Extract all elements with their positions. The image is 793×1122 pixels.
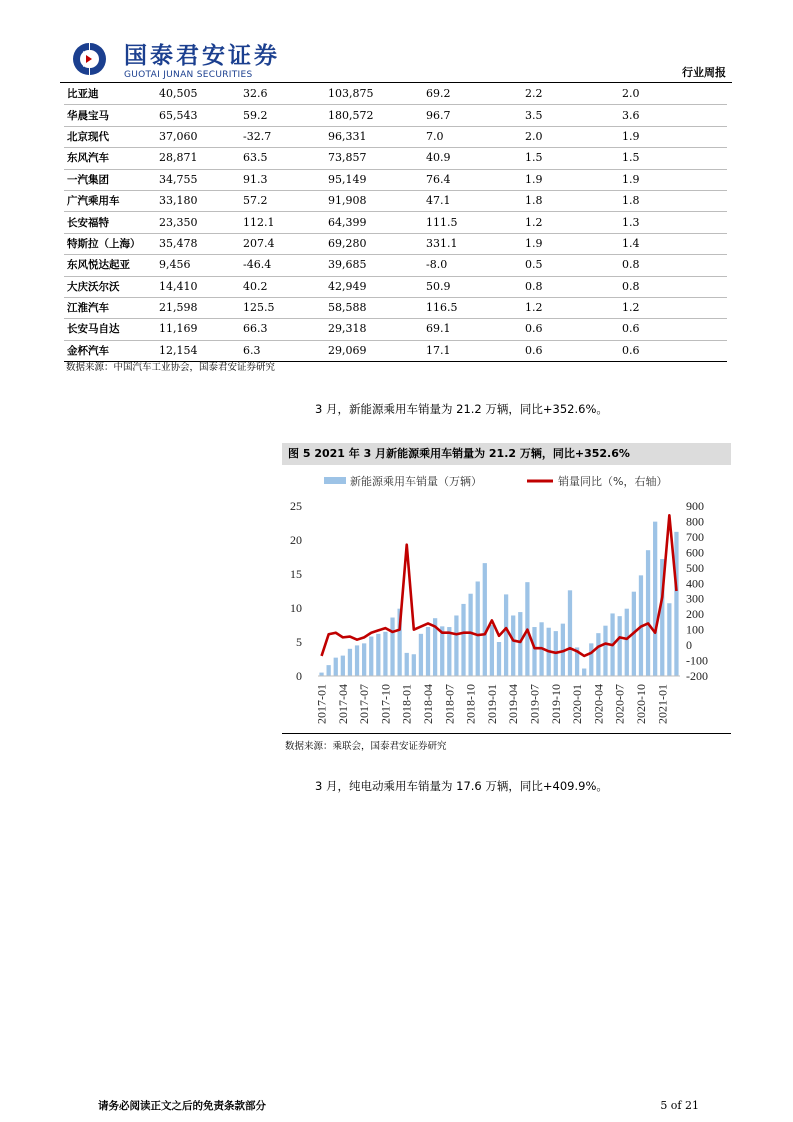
manufacturer-name-cell: 长安马自达 — [64, 319, 159, 340]
manufacturer-name-cell: 长安福特 — [64, 212, 159, 233]
nev-sales-bar — [426, 627, 430, 676]
table-cell: 0.6 — [622, 340, 727, 361]
x-tick-label: 2021-01 — [655, 684, 670, 724]
manufacturer-name-cell: 东风汽车 — [64, 148, 159, 169]
table-cell: 40.9 — [426, 148, 525, 169]
manufacturer-sales-table — [64, 84, 727, 362]
y-left-tick-label: 15 — [290, 567, 302, 581]
table-row — [64, 190, 727, 211]
header-rule — [60, 82, 732, 83]
table-cell: 69.1 — [426, 319, 525, 340]
table-row — [64, 148, 727, 169]
nev-sales-bar — [532, 627, 536, 676]
table-cell: 29,069 — [328, 340, 426, 361]
disclaimer-footer: 请务必阅读正文之后的免责条款部分 — [98, 1100, 266, 1112]
nev-sales-bar — [518, 612, 522, 676]
table-cell: -32.7 — [243, 126, 328, 147]
table-cell: 42,949 — [328, 276, 426, 297]
nev-sales-bar — [618, 616, 622, 676]
company-name-cn: 国泰君安证券 — [124, 43, 280, 69]
table-cell: 2.0 — [622, 84, 727, 105]
nev-sales-bar — [511, 615, 515, 676]
table-cell: 1.9 — [525, 169, 622, 190]
table-row — [64, 212, 727, 233]
table-cell: 1.9 — [525, 233, 622, 254]
table-cell: 35,478 — [159, 233, 243, 254]
nev-sales-bar — [334, 658, 338, 676]
nev-sales-bar — [646, 550, 650, 676]
y-right-tick-label: 200 — [686, 607, 704, 622]
nev-sales-chart — [282, 466, 734, 734]
table-cell: 0.6 — [622, 319, 727, 340]
y-right-tick-label: 400 — [686, 576, 704, 591]
y-left-tick-label: 20 — [290, 533, 302, 547]
table-row — [64, 233, 727, 254]
table-cell: 12,154 — [159, 340, 243, 361]
yoy-growth-line — [322, 515, 677, 656]
nev-sales-bar — [390, 618, 394, 676]
nev-sales-bar — [319, 673, 323, 676]
nev-sales-bar — [476, 581, 480, 676]
table-cell: 7.0 — [426, 126, 525, 147]
figure-title: 图 5 2021 年 3 月新能源乘用车销量为 21.2 万辆，同比+352.6% — [282, 443, 731, 465]
table-row — [64, 169, 727, 190]
y-right-tick-label: 800 — [686, 514, 704, 529]
table-cell: 1.9 — [622, 126, 727, 147]
y-right-tick-label: 900 — [686, 499, 704, 513]
nev-sales-bar — [447, 627, 451, 676]
nev-sales-bar — [454, 615, 458, 676]
table-cell: 1.9 — [622, 169, 727, 190]
report-type-label: 行业周报 — [682, 66, 726, 79]
table-cell: 103,875 — [328, 84, 426, 105]
y-right-tick-label: 500 — [686, 560, 704, 575]
table-cell: 58,588 — [328, 297, 426, 318]
x-tick-label: 2017-01 — [314, 684, 329, 724]
y-left-tick-label: 10 — [290, 601, 302, 615]
table-cell: 96,331 — [328, 126, 426, 147]
nev-sales-bar — [582, 669, 586, 676]
manufacturer-name-cell: 特斯拉（上海） — [64, 233, 159, 254]
y-right-tick-label: 300 — [686, 591, 704, 606]
manufacturer-name-cell: 大庆沃尔沃 — [64, 276, 159, 297]
table-cell: 37,060 — [159, 126, 243, 147]
legend-label-bar: 新能源乘用车销量（万辆） — [350, 475, 482, 488]
table-cell: 34,755 — [159, 169, 243, 190]
nev-sales-bar — [468, 594, 472, 676]
y-right-tick-label: 100 — [686, 622, 704, 637]
x-tick-label: 2020-01 — [570, 684, 585, 724]
table-cell: -46.4 — [243, 255, 328, 276]
table-cell: 2.2 — [525, 84, 622, 105]
x-tick-label: 2019-04 — [506, 684, 521, 724]
manufacturer-name-cell: 江淮汽车 — [64, 297, 159, 318]
table-cell: 29,318 — [328, 319, 426, 340]
table-cell: 3.5 — [525, 105, 622, 126]
table-cell: 1.2 — [525, 297, 622, 318]
table-cell: 125.5 — [243, 297, 328, 318]
nev-sales-bar — [355, 645, 359, 676]
table-cell: 50.9 — [426, 276, 525, 297]
nev-sales-bar — [461, 604, 465, 676]
table-cell: 33,180 — [159, 190, 243, 211]
manufacturer-name-cell: 比亚迪 — [64, 84, 159, 105]
table-cell: 65,543 — [159, 105, 243, 126]
table-cell: 1.2 — [622, 297, 727, 318]
table-cell: 17.1 — [426, 340, 525, 361]
legend-label-line: 销量同比（%，右轴） — [558, 475, 668, 488]
y-right-tick-label: 0 — [686, 638, 692, 653]
x-tick-label: 2019-10 — [548, 684, 563, 724]
table-cell: 1.8 — [622, 190, 727, 211]
x-tick-label: 2017-10 — [378, 684, 393, 724]
table-cell: 2.0 — [525, 126, 622, 147]
bev-sales-paragraph: 3 月，纯电动乘用车销量为 17.6 万辆，同比+409.9%。 — [315, 779, 608, 793]
y-right-tick-label: -100 — [686, 653, 708, 668]
table-cell: 0.5 — [525, 255, 622, 276]
nev-sales-bar — [504, 594, 508, 676]
table-cell: 28,871 — [159, 148, 243, 169]
y-right-tick-label: 700 — [686, 529, 704, 544]
table-cell: 3.6 — [622, 105, 727, 126]
table-cell: 91.3 — [243, 169, 328, 190]
table-row — [64, 340, 727, 361]
table-cell: 1.8 — [525, 190, 622, 211]
table-row — [64, 276, 727, 297]
table-source-note: 数据来源：中国汽车工业协会，国泰君安证券研究 — [66, 362, 276, 373]
nev-sales-bar — [490, 625, 494, 676]
table-cell: 91,908 — [328, 190, 426, 211]
company-name-en: GUOTAI JUNAN SECURITIES — [124, 70, 253, 80]
table-cell: 95,149 — [328, 169, 426, 190]
table-row — [64, 255, 727, 276]
table-cell: 23,350 — [159, 212, 243, 233]
table-cell: 11,169 — [159, 319, 243, 340]
table-cell: 1.2 — [525, 212, 622, 233]
table-cell: 1.4 — [622, 233, 727, 254]
table-cell: 0.8 — [525, 276, 622, 297]
page-number: 5 of 21 — [660, 1099, 699, 1112]
table-cell: 14,410 — [159, 276, 243, 297]
nev-sales-bar — [362, 643, 366, 676]
table-cell: 1.5 — [622, 148, 727, 169]
manufacturer-name-cell: 华晨宝马 — [64, 105, 159, 126]
x-tick-label: 2018-07 — [442, 684, 457, 724]
nev-sales-bar — [369, 637, 373, 676]
x-tick-label: 2020-07 — [612, 684, 627, 724]
table-cell: 64,399 — [328, 212, 426, 233]
table-cell: 9,456 — [159, 255, 243, 276]
manufacturer-name-cell: 东风悦达起亚 — [64, 255, 159, 276]
x-tick-label: 2020-10 — [633, 684, 648, 724]
nev-sales-bar — [497, 642, 501, 676]
company-logo-icon — [66, 42, 112, 76]
nev-sales-bar — [667, 603, 671, 676]
table-cell: 76.4 — [426, 169, 525, 190]
x-tick-label: 2019-01 — [484, 684, 499, 724]
y-left-tick-label: 0 — [296, 669, 302, 683]
y-left-tick-label: 5 — [296, 635, 302, 649]
manufacturer-name-cell: 一汽集团 — [64, 169, 159, 190]
x-tick-label: 2018-01 — [399, 684, 414, 724]
table-cell: 1.5 — [525, 148, 622, 169]
nev-sales-paragraph: 3 月，新能源乘用车销量为 21.2 万辆，同比+352.6%。 — [315, 402, 608, 416]
nev-sales-bar — [376, 634, 380, 676]
nev-sales-bar — [419, 634, 423, 676]
table-cell: 63.5 — [243, 148, 328, 169]
table-cell: 32.6 — [243, 84, 328, 105]
nev-sales-bar — [341, 656, 345, 676]
table-cell: 57.2 — [243, 190, 328, 211]
table-cell: 69,280 — [328, 233, 426, 254]
table-cell: 112.1 — [243, 212, 328, 233]
table-row — [64, 319, 727, 340]
table-cell: 207.4 — [243, 233, 328, 254]
table-cell: 0.8 — [622, 276, 727, 297]
y-right-tick-label: 600 — [686, 545, 704, 560]
manufacturer-name-cell: 广汽乘用车 — [64, 190, 159, 211]
table-cell: 331.1 — [426, 233, 525, 254]
table-cell: 59.2 — [243, 105, 328, 126]
figure-source-note: 数据来源：乘联会，国泰君安证券研究 — [285, 741, 447, 752]
table-cell: 73,857 — [328, 148, 426, 169]
table-cell: 0.6 — [525, 340, 622, 361]
table-cell: 96.7 — [426, 105, 525, 126]
table-cell: 116.5 — [426, 297, 525, 318]
table-cell: 180,572 — [328, 105, 426, 126]
table-cell: 21,598 — [159, 297, 243, 318]
x-tick-label: 2017-07 — [357, 684, 372, 724]
nev-sales-bar — [348, 649, 352, 676]
table-cell: -8.0 — [426, 255, 525, 276]
manufacturer-name-cell: 北京现代 — [64, 126, 159, 147]
table-cell: 69.2 — [426, 84, 525, 105]
nev-sales-bar — [603, 626, 607, 676]
y-right-tick-label: -200 — [686, 669, 708, 683]
table-row — [64, 297, 727, 318]
nev-sales-bar — [625, 609, 629, 676]
nev-sales-bar — [653, 522, 657, 676]
legend-swatch-bar — [324, 477, 346, 484]
table-cell: 66.3 — [243, 319, 328, 340]
x-tick-label: 2019-07 — [527, 684, 542, 724]
nev-sales-bar — [483, 563, 487, 676]
nev-sales-bar — [596, 633, 600, 676]
table-cell: 6.3 — [243, 340, 328, 361]
nev-sales-bar — [383, 632, 387, 676]
table-cell: 40.2 — [243, 276, 328, 297]
table-row — [64, 84, 727, 105]
x-tick-label: 2018-10 — [463, 684, 478, 724]
y-left-tick-label: 25 — [290, 499, 302, 513]
table-cell: 47.1 — [426, 190, 525, 211]
x-tick-label: 2018-04 — [421, 684, 436, 724]
table-cell: 111.5 — [426, 212, 525, 233]
table-row — [64, 126, 727, 147]
nev-sales-bar — [405, 653, 409, 676]
table-row — [64, 105, 727, 126]
table-cell: 0.8 — [622, 255, 727, 276]
table-cell: 39,685 — [328, 255, 426, 276]
table-cell: 40,505 — [159, 84, 243, 105]
nev-sales-bar — [327, 665, 331, 676]
nev-sales-bar — [589, 643, 593, 676]
table-cell: 1.3 — [622, 212, 727, 233]
x-tick-label: 2020-04 — [591, 684, 606, 724]
nev-sales-bar — [412, 654, 416, 676]
figure-bottom-rule — [282, 733, 731, 734]
manufacturer-name-cell: 金杯汽车 — [64, 340, 159, 361]
table-cell: 0.6 — [525, 319, 622, 340]
nev-sales-bar — [674, 532, 678, 676]
nev-sales-bar — [568, 590, 572, 676]
x-tick-label: 2017-04 — [335, 684, 350, 724]
